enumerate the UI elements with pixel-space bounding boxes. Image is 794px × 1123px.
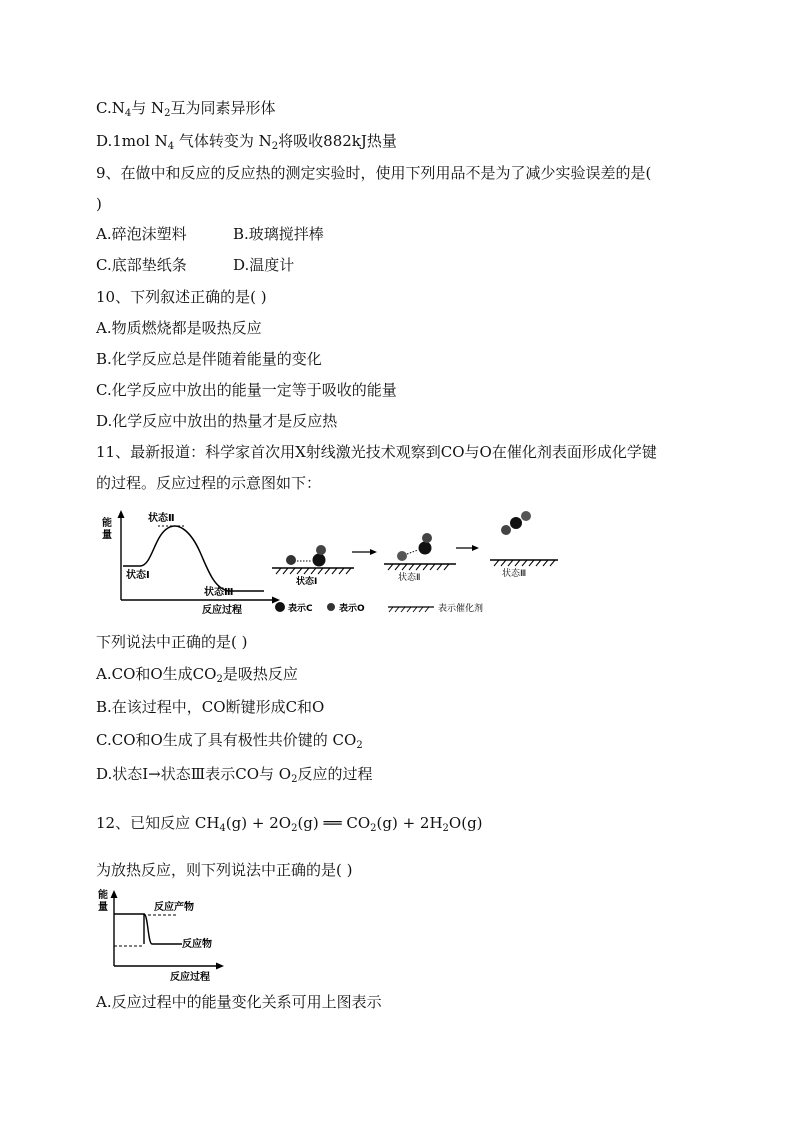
q12-y-label-1: 能	[98, 890, 108, 901]
q12-bottom-label: 反应物	[182, 939, 212, 950]
oxygen-legend-icon	[327, 603, 335, 611]
q11-state2-label: 状态Ⅱ	[148, 513, 175, 524]
carbon-atom-icon	[510, 517, 522, 529]
q9-stem: 9、在做中和反应的反应热的测定实验时，使用下列用品不是为了减少实验误差的是(	[96, 164, 652, 182]
carbon-atom-icon	[419, 542, 432, 555]
q11-x-label: 反应过程	[202, 605, 242, 616]
q12-x-label: 反应过程	[170, 972, 210, 983]
q9-option-b: B.玻璃搅拌棒	[233, 225, 324, 243]
q10-stem: 10、下列叙述正确的是( )	[96, 288, 267, 306]
q9-options-row1	[96, 224, 324, 244]
oxygen-atom-icon	[316, 545, 326, 555]
q11-state3-illustration	[490, 511, 558, 579]
q11-question: 下列说法中正确的是( )	[96, 633, 248, 651]
q11-legend-cat: 表示催化剂	[438, 604, 484, 614]
q11-stem: 11、最新报道：科学家首次用X射线激光技术观察到CO与O在催化剂表面形成化学键	[96, 443, 657, 461]
oxygen-atom-icon	[501, 525, 511, 535]
q11-state1-caption: 状态Ⅰ	[296, 577, 318, 587]
q11-state2-illustration	[384, 533, 456, 583]
q11-legend-o: 表示O	[339, 604, 365, 614]
q12-stem: 12、已知反应 $CH_4(g) + 2O_2(g)$ ══ $CO_2(g) + 2H_2O(g)$	[96, 814, 483, 834]
q10-option-c: C.化学反应中放出的能量一定等于吸收的能量	[96, 381, 397, 399]
q12-top-label: 反应产物	[154, 902, 194, 913]
q11-option-b: B.在该过程中，CO断键形成C和O	[96, 698, 325, 716]
q11-state3-label: 状态Ⅲ	[204, 587, 234, 598]
q11-y-label-1: 能	[102, 518, 112, 529]
oxygen-atom-icon	[422, 533, 432, 543]
q11-stem-cont: 的过程。反应过程的示意图如下：	[96, 474, 322, 492]
q8-option-c: $C.N_4$与 $N_2$互为同素异形体	[96, 99, 276, 119]
q11-state2-caption: 状态Ⅱ	[398, 573, 421, 583]
q9-options-row2	[96, 255, 294, 275]
q9-option-c: C.底部垫纸条	[96, 256, 187, 274]
q11-figure	[96, 508, 566, 620]
q11-y-label-2: 量	[102, 530, 112, 541]
q11-option-c: C.CO和O生成了具有极性共价键的 $CO_2$	[96, 731, 363, 751]
q10-option-b: B.化学反应总是伴随着能量的变化	[96, 350, 322, 368]
q11-state3-caption: 状态Ⅲ	[502, 569, 527, 579]
carbon-legend-icon	[275, 602, 285, 612]
q11-legend	[275, 602, 483, 614]
q11-state1-label: 状态Ⅰ	[126, 570, 150, 581]
q12-option-a: A.反应过程中的能量变化关系可用上图表示	[96, 993, 382, 1011]
q12-figure	[96, 886, 236, 984]
oxygen-atom-icon	[286, 555, 296, 565]
oxygen-atom-icon	[397, 551, 407, 561]
carbon-atom-icon	[313, 554, 326, 567]
catalyst-legend-icon	[389, 607, 429, 612]
q11-energy-diagram	[102, 510, 280, 616]
q11-energy-curve	[123, 526, 264, 591]
q12-equation: $CH_4(g) + 2O_2(g)$ ══ $CO_2(g) + 2H_2O(g)$	[194, 814, 483, 834]
q11-legend-c: 表示C	[288, 604, 313, 614]
q11-option-d: D.状态Ⅰ→状态Ⅲ表示CO与 $O_2$反应的过程	[96, 765, 373, 785]
q8-option-d: D.1mol $N_4$ 气体转变为 $N_2$将吸收882kJ热量	[96, 132, 397, 152]
q12-stem-cont: 为放热反应，则下列说法中正确的是( )	[96, 861, 353, 879]
q12-y-label-2: 量	[98, 902, 108, 913]
oxygen-atom-icon	[521, 511, 531, 521]
q10-option-d: D.化学反应中放出的热量才是反应热	[96, 412, 338, 430]
q11-state1-illustration	[272, 545, 354, 587]
q9-option-a: A.碎泡沫塑料	[96, 225, 187, 243]
q10-option-a: A.物质燃烧都是吸热反应	[96, 319, 262, 337]
q11-option-a: A.CO和O生成$CO_2$是吸热反应	[96, 665, 298, 685]
q9-stem-cont: )	[96, 195, 102, 213]
q12-energy-curve	[114, 914, 182, 944]
q9-option-d: D.温度计	[233, 256, 295, 274]
